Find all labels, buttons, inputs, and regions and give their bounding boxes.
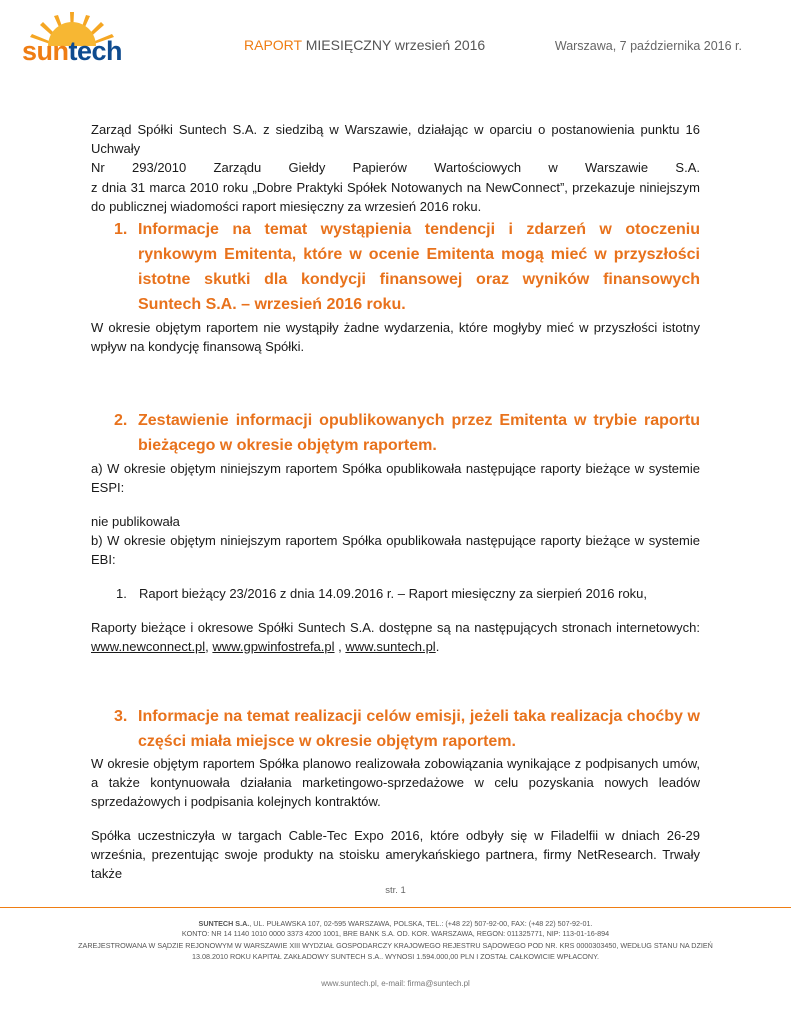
intro-line: z dnia 31 marca 2010 roku „Dobre Praktyki Spółek Notowanych na NewConnect”, przekazuje niniejszym (91, 179, 700, 195)
footer-registry-1: ZAREJESTROWANA W SĄDZIE REJONOWYM W WARSZAWIE XIII WYDZIAŁ GOSPODARCZY KRAJOWEGO REJESTRU SĄDOWEGO POD NR. KRS 0000303450, WEDŁUG STANU NA DZIEŃ (78, 941, 713, 950)
report-date: Warszawa, 7 października 2016 r. (554, 39, 742, 53)
newconnect-link[interactable]: www.newconnect.pl (91, 639, 206, 655)
section-number: 3. (114, 708, 128, 725)
section-3-body-2: Spółka uczestniczyła w targach Cable-Tec Expo 2016, które odbyły się w Filadelfii w dniach 26-29 września, prezentując swoje produkty na stoisku amerykańskiego partnera, firmy NetResearch. Trwały także (91, 828, 700, 882)
separator: . (435, 639, 440, 655)
links-intro: Raporty bieżące i okresowe Spółki Suntech S.A. dostępne są na następujących stronach internetowych: (91, 620, 700, 635)
section-title: Informacje na temat realizacji celów emisji, jeżeli taka realizacja choćby w części miała miejsce w okresie objętym raportem. (138, 708, 700, 750)
list-item-text: Raport bieżący 23/2016 z dnia 14.09.2016 r. – Raport miesięczny za sierpień 2016 roku, (139, 586, 648, 601)
page-number: str. 1 (385, 885, 406, 896)
section-3-heading (114, 704, 700, 754)
section-3-body-1: W okresie objętym raportem Spółka planowo realizowała zobowiązania wynikające z podpisanych umów, a także kontynuowała działania marketingowo-sprzedażowe w celu pozyskania nowych leadów sprzedażowych i podpisania kolejnych kontraktów. (91, 756, 700, 810)
section-title: Zestawienie informacji opublikowanych przez Emitenta w trybie raportu bieżącego w okresie objętym raportem. (138, 412, 700, 454)
footer-address-text: , UL. PUŁAWSKA 107, 02-595 WARSZAWA, POLSKA, TEL.: (+48 22) 507-92-00, FAX: (+48 22) 507-92-01. (249, 919, 593, 928)
intro-line: do publicznej wiadomości raport miesięczny za wrzesień 2016 roku. (91, 198, 482, 214)
section-number: 2. (114, 412, 128, 429)
footer-registry-2: 13.08.2010 ROKU KAPITAŁ ZAKŁADOWY SUNTECH S.A.. WYNOSI 1.594.000,00 PLN I ZOSTAŁ CAŁKOWICIE WPŁACONY. (192, 952, 599, 961)
ebi-paragraph: b) W okresie objętym niniejszym raportem Spółka opublikowała następujące raporty bieżące w systemie EBI: (91, 533, 700, 568)
list-item-number: 1. (116, 586, 127, 601)
section-2-heading (114, 408, 700, 458)
espi-paragraph: a) W okresie objętym niniejszym raportem Spółka opublikowała następujące raporty bieżące w systemie ESPI: (91, 461, 700, 496)
section-1-body: W okresie objętym raportem nie wystąpiły żadne wydarzenia, które mogłyby mieć w przyszłości istotny wpływ na kondycję finansową Spółki. (91, 320, 700, 355)
section-number: 1. (114, 221, 128, 238)
gpwinfostrefa-link[interactable]: www.gpwinfostrefa.pl (212, 639, 335, 655)
separator: , (334, 639, 346, 655)
footer-company: SUNTECH S.A. (198, 919, 250, 928)
section-title: Informacje na temat wystąpienia tendencji i zdarzeń w otoczeniu rynkowym Emitenta, które w ocenie Emitenta mogą mieć w przyszłości istotne skutki dla kondycji finansowej oraz wyników finansowych Suntech S.A. – wrzesień 2016 roku. (138, 221, 700, 313)
footer-bank: KONTO: NR 14 1140 1010 0000 3373 4200 1001, BRE BANK S.A. OD. KOR. WARSZAWA, REGON: 011325771, NIP: 113-01-16-894 (181, 929, 610, 938)
separator: , (205, 639, 213, 655)
footer-divider (0, 907, 791, 908)
section-1-heading (114, 217, 700, 317)
footer-address (0, 919, 791, 930)
intro-paragraph (91, 120, 700, 216)
espi-value: nie publikowała (91, 514, 180, 529)
intro-line: Nr 293/2010 Zarządu Giełdy Papierów Wartościowych w Warszawie S.A. (91, 160, 700, 176)
links-paragraph (91, 618, 700, 656)
suntech-link[interactable]: www.suntech.pl (345, 639, 436, 655)
report-title: RAPORT MIESIĘCZNY wrzesień 2016 (244, 37, 486, 53)
footer-contact: www.suntech.pl, e-mail: firma@suntech.pl (321, 979, 470, 988)
logo-wordmark: suntech (22, 36, 123, 66)
intro-line: Zarząd Spółki Suntech S.A. z siedzibą w Warszawie, działając w oparciu o postanowienia punktu 16 Uchwały (91, 122, 700, 157)
